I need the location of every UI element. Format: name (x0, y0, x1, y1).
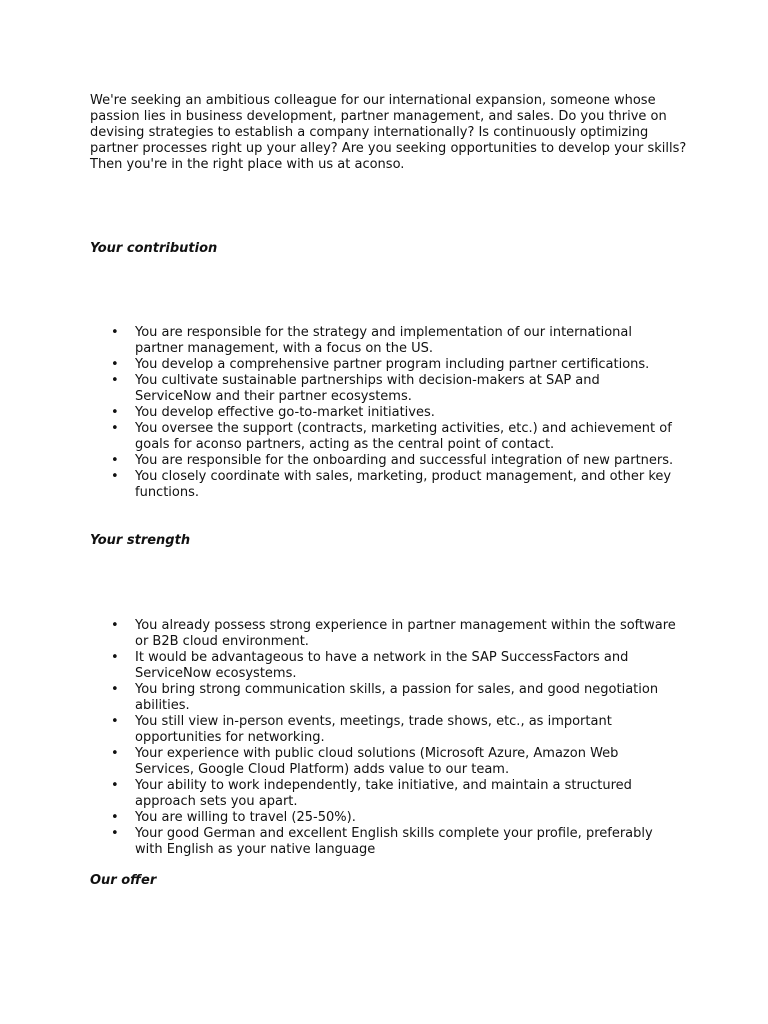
bullet-icon: • (111, 810, 119, 825)
bullet-icon: • (111, 357, 119, 372)
list-item (90, 778, 680, 810)
list-item-text: You are responsible for the onboarding and successful integration of new partners. (135, 453, 674, 468)
list-item (90, 810, 680, 826)
list-item-text: You oversee the support (contracts, marketing activities, etc.) and achievement of goals for aconso partners, acting as the central point of contact. (135, 421, 672, 452)
list-item-text: Your good German and excellent English skills complete your profile, preferably with English as your native language (135, 826, 653, 857)
heading-your-contribution: Your contribution (90, 241, 218, 256)
list-item (90, 650, 680, 682)
heading-our-offer: Our offer (90, 873, 157, 888)
list-item (90, 746, 680, 778)
bullet-icon: • (111, 453, 119, 468)
list-item (90, 373, 680, 405)
bullet-icon: • (111, 618, 119, 633)
list-item (90, 618, 680, 650)
bullet-icon: • (111, 650, 119, 665)
list-item-text: Your ability to work independently, take initiative, and maintain a structured approach sets you apart. (135, 778, 632, 809)
bullet-icon: • (111, 682, 119, 697)
list-item (90, 469, 680, 501)
intro-paragraph: We're seeking an ambitious colleague for our international expansion, someone whose passion lies in business development, partner management, and sales. Do you thrive on devising strategies to establish a company internationally? Is continuously optimizing partner processes right up your alley? Are you seeking opportunities to develop your skills? Then you're in the right place with us at aconso. (90, 93, 687, 172)
list-item (90, 405, 680, 421)
list-item (90, 714, 680, 746)
list-item (90, 682, 680, 714)
list-item (90, 826, 680, 858)
list-item-text: It would be advantageous to have a network in the SAP SuccessFactors and ServiceNow ecosystems. (135, 650, 629, 681)
strength-list (90, 618, 680, 858)
bullet-icon: • (111, 469, 119, 484)
list-item-text: You cultivate sustainable partnerships with decision-makers at SAP and ServiceNow and their partner ecosystems. (135, 373, 600, 404)
list-item (90, 357, 680, 373)
heading-your-strength: Your strength (90, 533, 191, 548)
list-item-text: You develop a comprehensive partner program including partner certifications. (135, 357, 650, 372)
list-item-text: You still view in-person events, meetings, trade shows, etc., as important opportunities for networking. (135, 714, 612, 745)
bullet-icon: • (111, 746, 119, 761)
list-item (90, 453, 680, 469)
list-item-text: You are willing to travel (25-50%). (135, 810, 356, 825)
list-item-text: You bring strong communication skills, a passion for sales, and good negotiation abilities. (135, 682, 659, 713)
list-item-text: You develop effective go-to-market initiatives. (135, 405, 435, 420)
list-item-text: You closely coordinate with sales, marketing, product management, and other key functions. (135, 469, 672, 500)
list-item (90, 325, 680, 357)
bullet-icon: • (111, 325, 119, 340)
bullet-icon: • (111, 373, 119, 388)
list-item-text: Your experience with public cloud solutions (Microsoft Azure, Amazon Web Services, Google Cloud Platform) adds value to our team. (135, 746, 619, 777)
bullet-icon: • (111, 826, 119, 841)
contribution-list (90, 325, 680, 501)
bullet-icon: • (111, 714, 119, 729)
bullet-icon: • (111, 405, 119, 420)
list-item-text: You are responsible for the strategy and implementation of our international partner management, with a focus on the US. (135, 325, 632, 356)
list-item (90, 421, 680, 453)
bullet-icon: • (111, 421, 119, 436)
bullet-icon: • (111, 778, 119, 793)
list-item-text: You already possess strong experience in partner management within the software or B2B cloud environment. (135, 618, 676, 649)
